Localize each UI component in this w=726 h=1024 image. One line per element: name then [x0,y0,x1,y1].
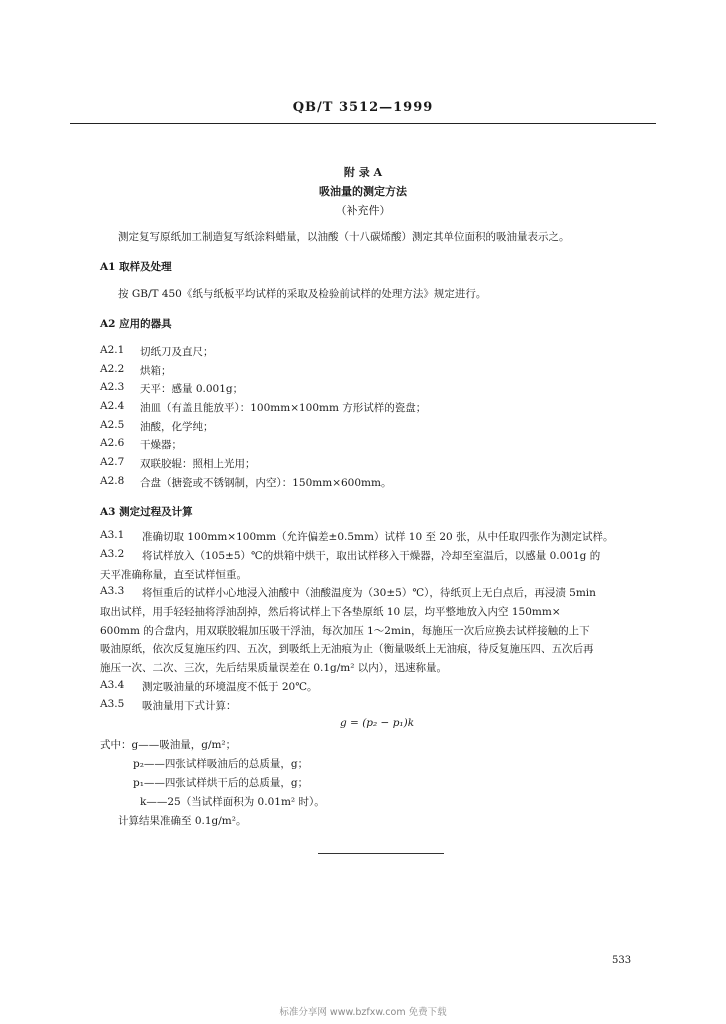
a3-3-line: 吸油原纸，依次反复施压约四、五次，到吸纸上无油痕为止（衡量吸纸上无油痕，待反复施压四、五次后再 [100,643,594,655]
formula-where: k——25（当试样面积为 0.01m² 时）。 [140,796,325,808]
a3-3-line: 600mm 的合盘内，用双联胶辊加压吸干浮油，每次加压 1～2min，每施压一次后应换去试样接触的上下 [100,625,590,637]
page-number: 533 [612,955,632,966]
section-a3-title: A3 测定过程及计算 [100,506,193,518]
section-a1-title: A1 取样及处理 [100,261,172,273]
a3-4-no: A3.4 [100,679,125,691]
a2-item-no: A2.8 [100,475,125,487]
appendix-note: （补充件） [335,204,391,217]
a3-5-no: A3.5 [100,698,125,710]
a3-1-no: A3.1 [100,529,125,541]
footer-watermark: 标准分享网 www.bzfxw.com 免费下载 [279,1007,447,1018]
a3-3-line: 将恒重后的试样小心地浸入油酸中（油酸温度为（30±5）℃），待纸页上无白点后，再浸渍 5min [142,587,596,599]
a3-2-continued: 天平准确称量，直至试样恒重。 [100,569,247,581]
formula-where: 式中：g——吸油量，g/m²； [100,739,237,751]
a3-4-text: 测定吸油量的环境温度不低于 20℃。 [142,681,318,693]
a2-item-text: 天平：感量 0.001g； [140,383,244,395]
header-rule [70,123,656,124]
a2-item-no: A2.7 [100,456,125,468]
formula-where: p₂——四张试样吸油后的总质量，g； [133,758,309,770]
end-rule [318,853,444,854]
a2-item-text: 油皿（有盖且能放平）：100mm×100mm 方形试样的瓷盘； [140,402,427,414]
a3-1-text: 准确切取 100mm×100mm（允许偏差±0.5mm）试样 10 至 20 张，从中任取四张作为测定试样。 [142,531,614,543]
standard-number: QB/T 3512—1999 [292,100,434,115]
a2-item-text: 烘箱； [140,365,172,377]
a3-2-no: A3.2 [100,548,125,560]
a3-5-text: 吸油量用下式计算： [142,700,237,712]
a2-item-no: A2.2 [100,363,125,375]
intro-paragraph: 测定复写原纸加工制造复写纸涂料蜡量，以油酸（十八碳烯酸）测定其单位面积的吸油量表示之。 [118,231,570,243]
a2-item-no: A2.1 [100,344,125,356]
a2-item-no: A2.3 [100,381,125,393]
a2-item-text: 切纸刀及直尺； [140,346,214,358]
a2-item-no: A2.5 [100,419,125,431]
a3-2-text: 将试样放入（105±5）℃的烘箱中烘干，取出试样移入干燥器，冷却至室温后，以感量 0.001g 的 [142,550,601,562]
a2-item-text: 油酸，化学纯； [140,421,214,433]
appendix-title: 附 录 A [343,166,383,179]
a3-3-line: 施压一次、二次、三次，先后结果质量误差在 0.1g/m² 以内），迅速称量。 [100,662,448,674]
a2-item-text: 双联胶辊：照相上光用； [140,458,256,470]
formula: g = (p₂ − p₁)k [340,717,415,729]
a3-3-line: 取出试样，用手轻轻抽将浮油刮掉，然后将试样上下各垫原纸 10 层，均平整地放入内空 150mm× [100,606,561,618]
a2-item-no: A2.6 [100,437,125,449]
a2-item-no: A2.4 [100,400,125,412]
a2-item-text: 干燥器； [140,439,182,451]
formula-where: p₁——四张试样烘干后的总质量，g； [133,777,309,789]
a2-item-text: 合盘（搪瓷或不锈钢制，内空）：150mm×600mm。 [140,477,392,489]
appendix-subtitle: 吸油量的测定方法 [319,185,407,198]
a3-3-no: A3.3 [100,585,125,597]
section-a1-text: 按 GB/T 450《纸与纸板平均试样的采取及检验前试样的处理方法》规定进行。 [118,288,487,300]
result-precision: 计算结果准确至 0.1g/m²。 [118,815,247,827]
section-a2-title: A2 应用的器具 [100,318,172,330]
